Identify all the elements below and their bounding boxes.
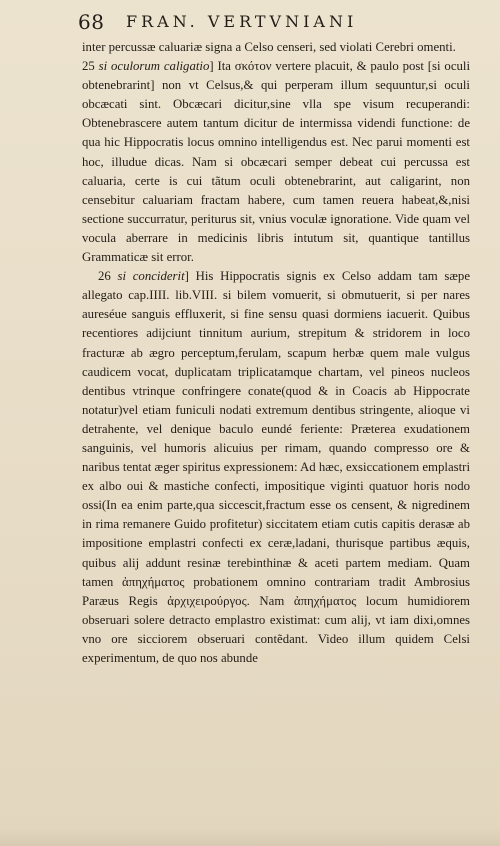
note-lemma: si conciderit [117, 269, 185, 284]
paragraph-continuation [82, 38, 470, 57]
body-text [82, 38, 470, 668]
note-25 [82, 57, 470, 267]
page-number: 68 [78, 10, 105, 34]
paragraph-text: inter percussæ caluariæ signa a Celso censeri, sed violati Cerebri omenti. [82, 40, 456, 54]
running-head: FRAN. VERTVNIANI [126, 12, 358, 31]
note-text: ] Ita σκότον vertere placuit, & paulo post [si oculi obtenebrarint] non vt Celsus,& qui perperam illum sequuntur,si oculi obcæcati sint. Obcæcari dicitur,sine vlla spe visum recuperandi: Obtenebrascere autem tantum dicitur de intermissa videndi functione: de qua hic Hippocratis locus omnino intelligendus est. Nec parui momenti est hoc, illudue dicas. Nam si obcæcari semper debeat cui percussa est caluaria, certe is cui tãtum oculi obtenebrarint, aut caligarint, non censebitur caluariam fractam habere, cum tamen reuera habeat,&,nisi sectione succurratur, periturus sit, vnius voculæ ignoratione. Vide quam vel vocula aberrare in medicinis libris intutum sit, quantique tantillus Grammaticæ sit error. [82, 59, 471, 265]
page-bottom-shade [0, 828, 500, 846]
page-header [78, 10, 473, 36]
note-text: ] His Hippocratis signis ex Celso addam tam sæpe allegato cap.IIII. lib.VIII. si bilem vomuerit, si obmutuerit, si per nares aureséue sanguis effluxerit, si fine sensu quasi dormiens iacuerit. Quibus recentiores adijciunt tinnitum aurium, strepitum & stridorem in loco fracturæ ab ægro perceptum,ferulam, scapum herbæ quem male vulgus caudicem vocat, duplicatam triplicatamque chartam, vel pineos nucleos dentibus vtrinque confringere conate(quod & in Coacis ab Hippocrate notatur)vel etiam funiculi nodati extremum dentibus stringente, alioque vi detrahente, vel denique baculo eundé feriente: Præterea exudationem sanguinis, vel humoris alicuius per rimam, quando compresso ore & naribus tentat æger spiritus expressionem: Ad hæc, exsiccationem emplastri ex albo oui & mastiche confecti, impositique viginti quatuor horis nodo ossi(In ea enim parte,qua siccescit,fractum esse os censent, & nigredinem in rima remanere Guido profitetur) siccitatem etiam cutis capitis derasæ ab impositione emplastri confecti ex ceræ,ladani, thurisque partibus æquis, quibus alij addunt resinæ terebinthinæ & aceti partem mediam. Quam tamen ἀπηχήματος probationem omnino contrariam tradit Ambrosius Paræus Regis ἀρχιχειρούργος. Nam ἀπηχήματος locum humidiorem obseruari solere detracto emplastro existimat: cum alij, vt iam dixi,omnes vno ore sicciorem obseruari contẽdant. Video illum quidem Celsi experimentum, de quo nos abunde [82, 269, 471, 665]
note-lemma: si oculorum caligatio [98, 59, 210, 74]
note-number: 25 [82, 59, 95, 74]
note-number: 26 [98, 269, 111, 284]
note-26 [82, 267, 470, 668]
